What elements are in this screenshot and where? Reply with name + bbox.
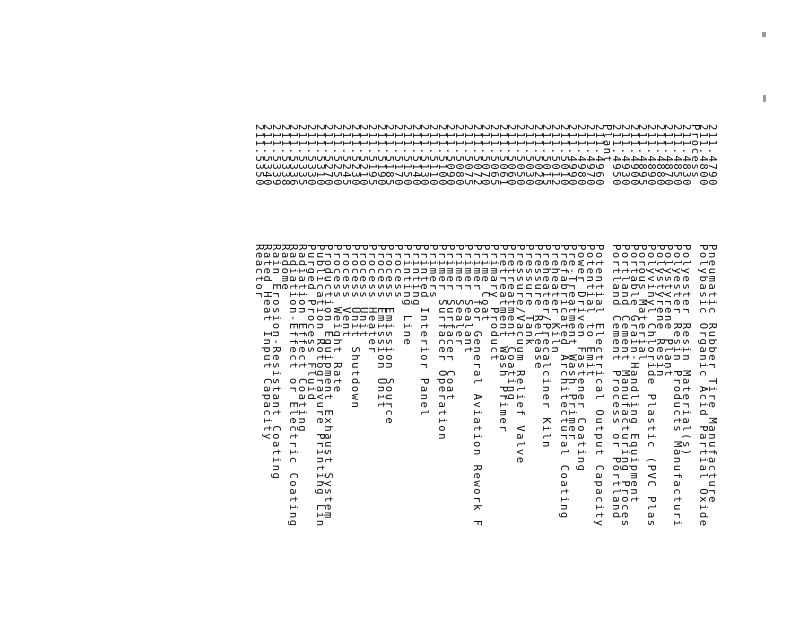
- section-number: 211.4980: [575, 124, 588, 188]
- section-number: 211.5195: [365, 124, 378, 188]
- defined-term: Pretreatment Wash Primer: [496, 244, 509, 434]
- continuation-line: Process: [688, 124, 701, 180]
- section-number: 211.5310: [313, 124, 326, 188]
- defined-term: Prefabricated Architectural Coating: [557, 244, 570, 520]
- defined-term: Polystyrene Resin: [653, 244, 666, 378]
- section-number: 211.5070: [479, 124, 492, 188]
- section-number: 211.5340: [261, 124, 274, 188]
- defined-term: Porous Material: [636, 244, 649, 363]
- defined-term: Process Unit Shutdown: [348, 244, 361, 410]
- section-number: 211.4830: [679, 124, 692, 188]
- section-number: 211.5330: [304, 124, 317, 188]
- defined-term: Printing: [409, 244, 422, 308]
- defined-term: Polybasic Organic Acid Partial Oxide: [697, 244, 710, 528]
- section-number: 211.5335: [296, 124, 309, 188]
- defined-term: Potential to Emit: [583, 244, 596, 378]
- section-number: 211.5110: [427, 124, 439, 188]
- section-number: 211.5075: [461, 124, 474, 188]
- section-number: 211.5030: [522, 124, 535, 188]
- defined-term: Process Emission Source: [383, 244, 396, 426]
- section-number: 211.4850: [671, 124, 684, 188]
- section-number: 211.4930: [618, 124, 631, 188]
- section-number: 211.5245: [339, 124, 352, 188]
- defined-term: Portable Grain-Handling Equipment: [627, 244, 640, 504]
- section-number: 211.4960: [592, 124, 605, 188]
- defined-term: Portland Cement Process or Portland: [610, 244, 623, 520]
- section-number: 211.5065: [488, 124, 501, 188]
- section-number: 211.5072: [470, 124, 483, 188]
- defined-term: Primers: [427, 244, 439, 300]
- defined-term: Printing Line: [400, 244, 413, 347]
- defined-term: Pneumatic Rubber Tire Manufacture: [706, 244, 718, 504]
- section-number: 211.5210: [357, 124, 370, 188]
- defined-term: Power Driven Fastener Coating: [575, 244, 588, 473]
- defined-term: Polyester Resin Material(s): [679, 244, 692, 457]
- defined-term: Radome: [278, 244, 291, 292]
- defined-term: Printed Interior Panel: [418, 244, 431, 418]
- section-number: 211.5140: [409, 124, 422, 188]
- section-number: 211.4970: [583, 124, 596, 188]
- defined-term: Primer Sealer: [453, 244, 466, 347]
- defined-term: Process Emission Unit: [374, 244, 387, 410]
- section-number: 211.4790: [706, 124, 718, 188]
- defined-term: Pretreatment Coating: [505, 244, 518, 402]
- defined-term: Primer for General Aviation Rework F: [470, 244, 483, 528]
- section-number: 211.5270: [322, 124, 335, 188]
- defined-term: Pressure Tank: [522, 244, 535, 347]
- defined-term: Primer Sealant: [461, 244, 474, 355]
- defined-term: Preheater/Precalciner Kiln: [540, 244, 553, 449]
- section-number: 211.5012: [549, 124, 562, 188]
- section-number: 211.5150: [400, 124, 413, 188]
- defined-term: Pressure Release: [531, 244, 544, 371]
- defined-term: Process Vent: [339, 244, 352, 339]
- defined-term: Process Heater: [365, 244, 378, 355]
- section-number: 211.5185: [383, 124, 396, 188]
- defined-term: Rain Erosion-Resistant Coating: [270, 244, 283, 481]
- section-number: 211.4990: [566, 124, 579, 188]
- defined-term: Process: [392, 244, 405, 300]
- section-number: 211.5080: [453, 124, 466, 188]
- defined-term: Rated Heat Input Capacity: [261, 244, 274, 441]
- defined-term: Reactor: [252, 244, 265, 300]
- defined-term: Purged Process Fluid: [304, 244, 317, 402]
- section-number: 211.5061: [496, 124, 509, 188]
- section-number: 211.4895: [636, 124, 649, 188]
- defined-term: Prime Coat: [479, 244, 492, 323]
- section-number: 211.4900: [627, 124, 640, 188]
- defined-term: Polyvinyl Chloride Plastic (PVC Plas: [644, 244, 657, 528]
- section-number: 211.4950: [610, 124, 623, 188]
- section-number: 211.5060: [505, 124, 518, 188]
- section-number: 211.5020: [531, 124, 544, 188]
- section-number: 211.4880: [653, 124, 666, 188]
- section-number: 211.5336: [287, 124, 300, 188]
- defined-term: Process Unit: [357, 244, 370, 339]
- section-number: 211.4890: [644, 124, 657, 188]
- continuation-line: Plant: [601, 124, 614, 164]
- section-number: 211.5190: [374, 124, 387, 188]
- defined-term: Radiation Effect Coating: [296, 244, 309, 434]
- section-number: 211.5250: [331, 124, 344, 188]
- section-number: 211.4870: [662, 124, 675, 188]
- section-number: 211.5338: [278, 124, 291, 188]
- defined-term: Primer Surfacer Coat: [444, 244, 457, 402]
- section-number: 211.5015: [540, 124, 553, 188]
- section-number: 211.5230: [348, 124, 361, 188]
- defined-term: Primary Product: [488, 244, 501, 363]
- defined-term: Pressure/Vacuum Relief Valve: [514, 244, 527, 465]
- section-number: 211.5050: [514, 124, 527, 188]
- section-number: 211.5130: [418, 124, 431, 188]
- defined-term: Production Equipment Exhaust System: [322, 244, 335, 520]
- section-number: 211.5100: [435, 124, 448, 188]
- defined-term: Publication Rotogravure Printing Lin: [313, 244, 326, 528]
- section-number: 211.5350: [252, 124, 265, 188]
- defined-term: Primer Surfacer Operation: [435, 244, 448, 441]
- defined-term: Portland Cement Manufacturing Proces: [618, 244, 631, 528]
- defined-term: Radiation-Effect or Electric Coating: [287, 244, 300, 528]
- section-number: 211.5090: [444, 124, 457, 188]
- defined-term: Pre-Treatment Wash Primer: [566, 244, 579, 441]
- section-number: 211.5170: [392, 124, 405, 188]
- defined-term: Polystyrene Plant: [662, 244, 675, 378]
- defined-term: Process Weight Rate: [331, 244, 344, 394]
- section-number: 211.5339: [270, 124, 283, 188]
- defined-term: Polyester Resin Products Manufacturi: [671, 244, 684, 528]
- section-number: 211.5010: [557, 124, 570, 188]
- defined-term: Preheater Kiln: [549, 244, 562, 355]
- defined-term: Potential Electrical Output Capacity: [592, 244, 605, 528]
- section-number: 211.4800: [697, 124, 710, 188]
